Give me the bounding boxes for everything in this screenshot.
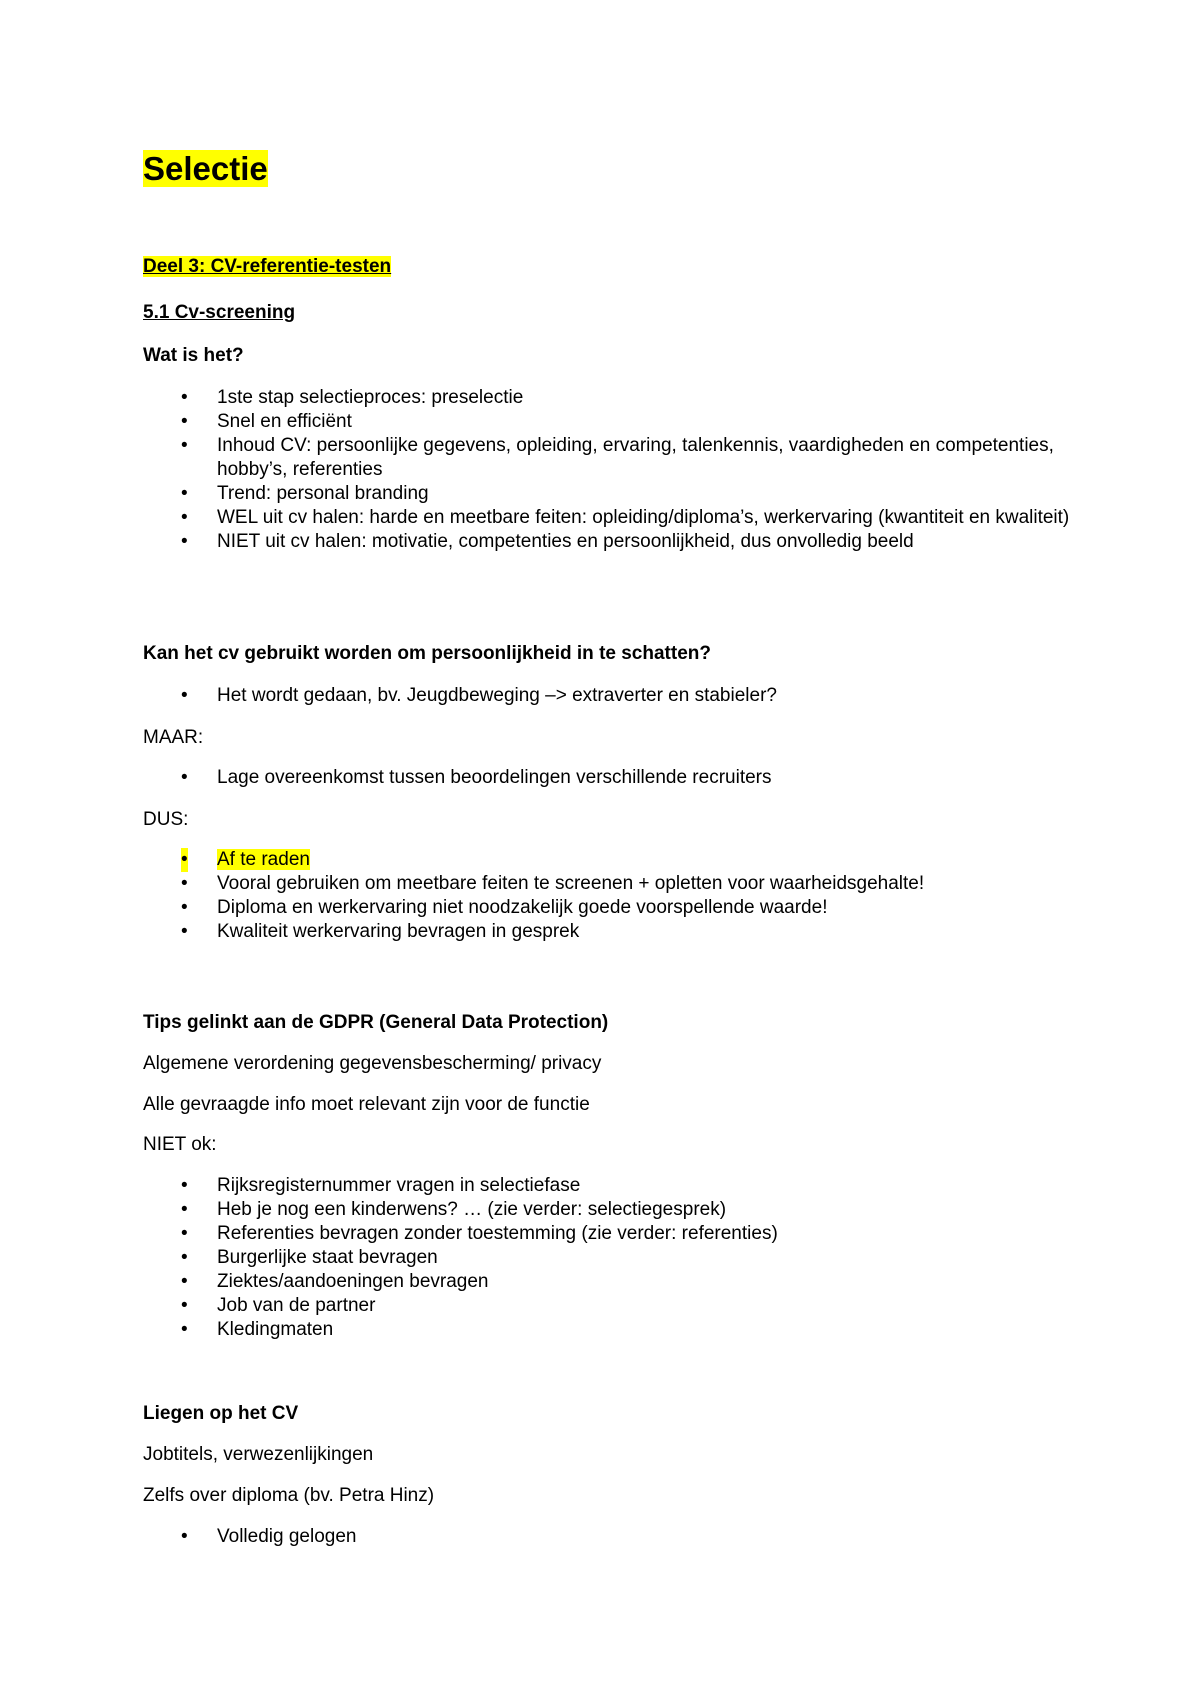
list-item: • Het wordt gedaan, bv. Jeugdbeweging –> extraverter en stabieler? bbox=[181, 685, 777, 706]
list-item: • Ziektes/aandoeningen bevragen bbox=[181, 1271, 489, 1292]
bullet-icon: • bbox=[181, 1223, 188, 1244]
persoonlijkheid-list-2 bbox=[143, 766, 1083, 790]
bullet-icon: • bbox=[181, 483, 188, 504]
list-item: • WEL uit cv halen: harde en meetbare feiten: opleiding/diploma’s, werkervaring (kwantiteit en kwaliteit) bbox=[181, 507, 1070, 528]
dus-label: DUS: bbox=[143, 809, 189, 830]
bullet-icon: • bbox=[181, 1526, 188, 1547]
bullet-icon: • bbox=[181, 873, 188, 894]
bullet-icon: • bbox=[181, 685, 188, 706]
bullet-icon: • bbox=[181, 531, 188, 552]
list-item: • Trend: personal branding bbox=[181, 483, 429, 504]
gdpr-list bbox=[143, 1174, 1083, 1342]
bullet-icon: • bbox=[181, 1295, 188, 1316]
bullet-icon: • bbox=[181, 849, 188, 870]
gdpr-paragraph-1: Algemene verordening gegevensbescherming/ privacy bbox=[143, 1053, 602, 1074]
bullet-icon: • bbox=[181, 1199, 188, 1220]
list-item: • Inhoud CV: persoonlijke gegevens, opleiding, ervaring, talenkennis, vaardigheden en competenties, hobby’s, referenties bbox=[181, 435, 1054, 480]
list-item: • Lage overeenkomst tussen beoordelingen verschillende recruiters bbox=[181, 767, 772, 788]
document-title bbox=[143, 148, 268, 190]
list-item: • Snel en efficiënt bbox=[181, 411, 352, 432]
maar-label: MAAR: bbox=[143, 727, 204, 748]
bullet-icon: • bbox=[181, 507, 188, 528]
part-heading-text: Deel 3: CV-referentie-testen bbox=[143, 256, 392, 277]
bullet-icon: • bbox=[181, 921, 188, 942]
list-item: • Vooral gebruiken om meetbare feiten te screenen + opletten voor waarheidsgehalte! bbox=[181, 873, 925, 894]
liegen-paragraph-1: Jobtitels, verwezenlijkingen bbox=[143, 1444, 374, 1465]
list-item: • Job van de partner bbox=[181, 1295, 376, 1316]
gdpr-paragraph-2: Alle gevraagde info moet relevant zijn voor de functie bbox=[143, 1094, 590, 1115]
list-item: • Heb je nog een kinderwens? … (zie verder: selectiegesprek) bbox=[181, 1199, 727, 1220]
wat-is-het-list bbox=[143, 386, 1083, 554]
liegen-heading: Liegen op het CV bbox=[143, 1403, 299, 1424]
bullet-icon: • bbox=[181, 387, 188, 408]
bullet-icon: • bbox=[181, 1175, 188, 1196]
list-item: • Referenties bevragen zonder toestemming (zie verder: referenties) bbox=[181, 1223, 778, 1244]
bullet-icon: • bbox=[181, 767, 188, 788]
bullet-icon: • bbox=[181, 411, 188, 432]
list-item: • 1ste stap selectieproces: preselectie bbox=[181, 387, 524, 408]
liegen-paragraph-2: Zelfs over diploma (bv. Petra Hinz) bbox=[143, 1485, 435, 1506]
liegen-list bbox=[143, 1525, 1083, 1549]
persoonlijkheid-list-3 bbox=[143, 848, 1083, 944]
bullet-icon: • bbox=[181, 435, 188, 456]
list-item: • Volledig gelogen bbox=[181, 1526, 357, 1547]
list-item: • Burgerlijke staat bevragen bbox=[181, 1247, 438, 1268]
persoonlijkheid-heading: Kan het cv gebruikt worden om persoonlijkheid in te schatten? bbox=[143, 643, 711, 664]
bullet-icon: • bbox=[181, 1247, 188, 1268]
bullet-icon: • bbox=[181, 1271, 188, 1292]
list-item: • Kwaliteit werkervaring bevragen in gesprek bbox=[181, 921, 580, 942]
list-item: • Diploma en werkervaring niet noodzakelijk goede voorspellende waarde! bbox=[181, 897, 828, 918]
gdpr-heading: Tips gelinkt aan de GDPR (General Data Protection) bbox=[143, 1012, 609, 1033]
list-item: • NIET uit cv halen: motivatie, competenties en persoonlijkheid, dus onvolledig beeld bbox=[181, 531, 914, 552]
bullet-icon: • bbox=[181, 1319, 188, 1340]
list-item: • Rijksregisternummer vragen in selectiefase bbox=[181, 1175, 581, 1196]
niet-ok-label: NIET ok: bbox=[143, 1134, 217, 1155]
bullet-icon: • bbox=[181, 897, 188, 918]
list-item: • Kledingmaten bbox=[181, 1319, 334, 1340]
section-heading: 5.1 Cv-screening bbox=[143, 302, 296, 323]
list-item-highlighted: • Af te raden bbox=[181, 849, 310, 870]
wat-is-het-heading: Wat is het? bbox=[143, 345, 244, 366]
persoonlijkheid-list-1 bbox=[143, 684, 1083, 708]
part-heading bbox=[143, 255, 391, 279]
title-text: Selectie bbox=[143, 150, 268, 187]
